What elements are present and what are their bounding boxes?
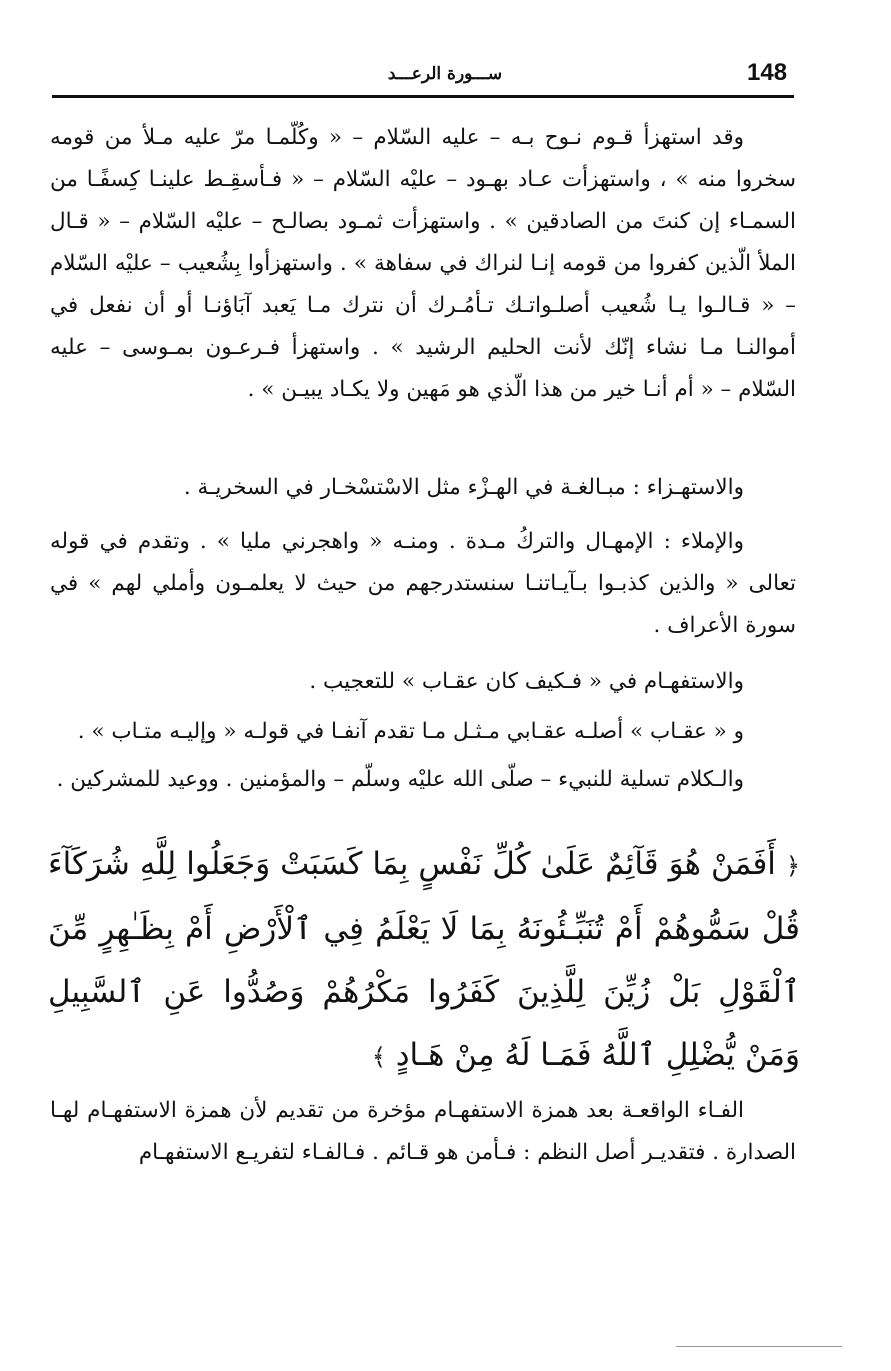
commentary-paragraph-istifham: والاستفهـام في « فـكيف كان عقـاب » للتعجيب .	[309, 669, 744, 694]
quran-verse	[48, 833, 800, 1089]
commentary-paragraph-fa: الفـاء الواقعـة بعد همزة الاستفهـام مؤخرة من تقديم لأن همزة الاستفهـام لهـا الصدارة . فتقديـر أصل النظم : فـأمن هو قـائم . فـالفـاء لتفريـع الاستفهـام	[50, 1098, 796, 1165]
footer-rule	[676, 1346, 842, 1347]
header-rule	[52, 95, 794, 98]
verse-close-bracket: ﴾	[371, 1043, 386, 1071]
verse-text: أَفَمَنْ هُوَ قَآئِمٌ عَلَىٰ كُلِّ نَفْسٍ بِمَا كَسَبَتْ وَجَعَلُوا لِلَّهِ شُرَكَآءَ قُلْ سَمُّوهُمْ أَمْ تُنَبِّـئُونَهُ بِمَا لَا يَعْلَمُ فِي ٱلْأَرْضِ أَمْ بِظَـٰهِرٍ مِّنَ ٱلْقَوْلِ بَلْ زُيِّنَ لِلَّذِينَ كَفَرُوا مَكْرُهُمْ وَصُدُّوا عَنِ ٱلسَّبِيلِ وَمَنْ يُّضْلِلِ ٱللَّهُ فَمَـا لَهُ مِنْ هَـادٍ	[48, 846, 800, 1073]
commentary-paragraph-iqab: و « عقـاب » أصلـه عقـابي مـثـل مـا تقدم آنفـا في قولـه « وإليـه متـاب » .	[77, 719, 744, 744]
commentary-paragraph-tasliya: والـكلام تسلية للنبيء – صلّى الله عليْه وسلّم – والمؤمنين . ووعيد للمشركين .	[56, 767, 744, 792]
commentary-paragraph-istihza: والاستهـزاء : مبـالغـة في الهـزْء مثل الاسْتسْخـار في السخريـة .	[183, 475, 744, 500]
verse-open-bracket: ﴿	[785, 852, 800, 880]
page-number: 148	[747, 59, 788, 86]
commentary-paragraph-mockery: وقد استهزأ قـوم نـوح بـه – عليه السّلام – « وكُلّمـا مرّ عليه مـلأ من قومه سخروا منه » ، واستهزأت عـاد بهـود – عليْه السّلام – « فـأسقِـط علينـا كِسفًـا من السمـاء إن كنتَ من الصادقين » . واستهزأت ثمـود بصالـح – عليْه السّلام – « قـال الملأ الّذين كفروا من قومه إنـا لنراك في سفاهة » . واستهزأوا بِشُعيب – عليْه السّلام – « قـالـوا يـا شُعيب أصلـواتـك تـأمُـرك أن نترك مـا يَعبد آبَاؤنـا أو أن نفعل في أموالنـا مـا نشاء إنّك لأنت الحليم الرشيد » . واستهزأ فـرعـون بمـوسى – عليه السّلام – « أم أنـا خير من هذا الّذي هو مَهين ولا يكـاد يبيـن » .	[50, 125, 796, 402]
commentary-paragraph-imla: والإملاء : الإمهـال والتركُ مـدة . ومنـه « واهجرني مليا » . وتقدم في قوله تعالى « والذين كذبـوا بـآيـاتنـا سنستدرجهم من حيث لا يعلمـون وأملي لهم » في سورة الأعراف .	[50, 529, 796, 638]
running-head: ســـورة الرعـــد	[387, 64, 503, 84]
